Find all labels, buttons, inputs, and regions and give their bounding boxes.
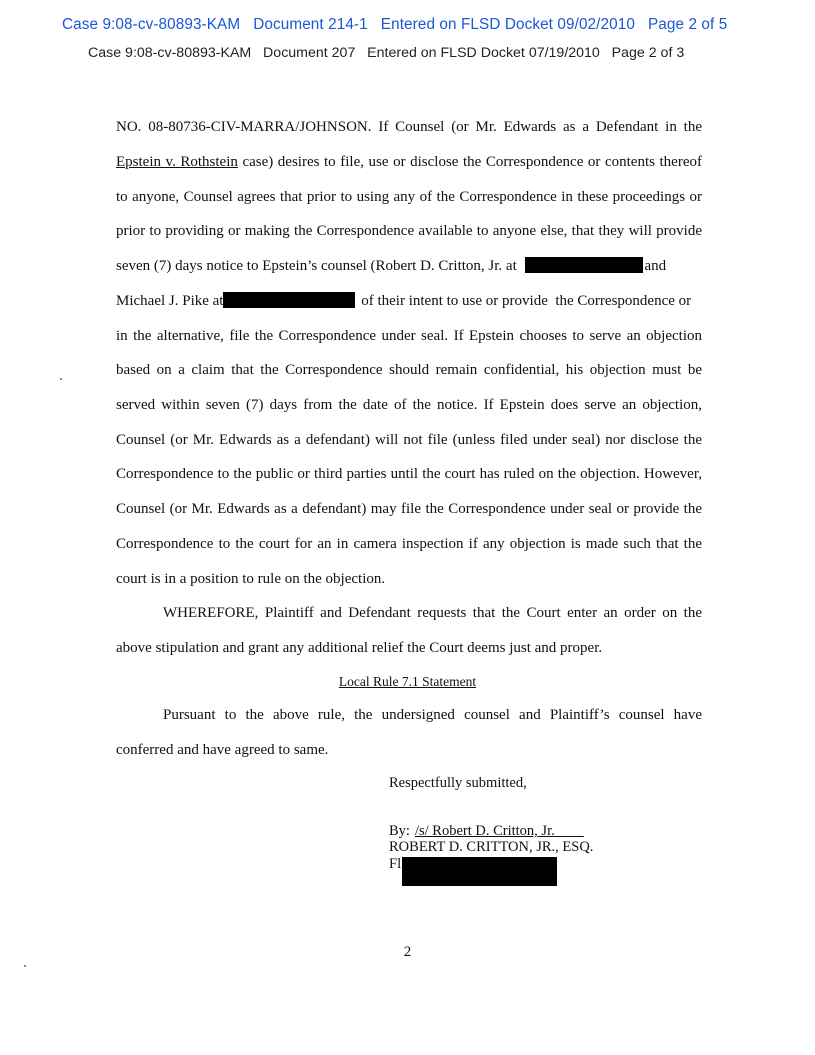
body-line: Correspondence to the court for an in camera inspection if any objection is made such that the xyxy=(116,536,702,552)
body-line: Counsel (or Mr. Edwards as a defendant) will not file (unless filed under seal) nor disclose the xyxy=(116,432,702,448)
body-line-text: case) desires to file, use or disclose the Correspondence or contents thereof xyxy=(237,154,702,170)
redaction-box xyxy=(525,257,643,273)
electronic-signature: /s/ Robert D. Critton, Jr. xyxy=(414,823,555,839)
signature-underline xyxy=(555,823,584,839)
redaction-box xyxy=(402,857,557,886)
bar-number-line xyxy=(389,856,401,872)
body-line: prior to providing or making the Correspondence available to anyone else, that they will provide xyxy=(116,223,702,239)
body-line-text: Michael J. Pike at xyxy=(116,293,224,309)
filing-header-stamp: Case 9:08-cv-80893-KAM Document 214-1 Entered on FLSD Docket 09/02/2010 Page 2 of 5 xyxy=(62,16,728,33)
scan-speck xyxy=(60,378,62,380)
redaction-box xyxy=(223,292,355,308)
signature-line xyxy=(389,823,584,839)
body-line-text: seven (7) days notice to Epstein’s counsel (Robert D. Critton, Jr. at xyxy=(116,258,517,274)
body-line xyxy=(116,153,702,171)
body-line-text: and xyxy=(644,258,667,274)
body-line: served within seven (7) days from the date of the notice. If Epstein does serve an objection, xyxy=(116,397,702,413)
closing-line: Respectfully submitted, xyxy=(389,775,527,791)
body-line: Pursuant to the above rule, the undersigned counsel and Plaintiff’s counsel have xyxy=(163,707,702,723)
original-header-stamp: Case 9:08-cv-80893-KAM Document 207 Entered on FLSD Docket 07/19/2010 Page 2 of 3 xyxy=(88,45,685,61)
scan-speck xyxy=(24,965,26,967)
attorney-name: ROBERT D. CRITTON, JR., ESQ. xyxy=(389,839,594,855)
body-line xyxy=(116,257,702,275)
bar-number-prefix: Fl xyxy=(389,856,402,872)
body-line: based on a claim that the Correspondence should remain confidential, his objection must be xyxy=(116,362,702,378)
body-line: to anyone, Counsel agrees that prior to using any of the Correspondence in these proceedings or xyxy=(116,189,702,205)
body-line xyxy=(116,292,702,310)
case-name: Epstein v. Rothstein xyxy=(116,154,238,170)
body-line: conferred and have agreed to same. xyxy=(116,742,329,758)
body-line: in the alternative, file the Correspondence under seal. If Epstein chooses to serve an objection xyxy=(116,328,702,344)
body-line: above stipulation and grant any additional relief the Court deems just and proper. xyxy=(116,640,603,656)
body-line: Correspondence to the public or third parties until the court has ruled on the objection. However, xyxy=(116,466,702,482)
body-line: NO. 08-80736-CIV-MARRA/JOHNSON. If Counsel (or Mr. Edwards as a Defendant in the xyxy=(116,119,702,135)
body-line: Counsel (or Mr. Edwards as a defendant) may file the Correspondence under seal or provide the xyxy=(116,501,702,517)
body-line-text: of their intent to use or provide the Correspondence or xyxy=(361,293,692,309)
page-number: 2 xyxy=(403,944,412,960)
by-label: By: xyxy=(389,823,410,839)
body-line: WHEREFORE, Plaintiff and Defendant requests that the Court enter an order on the xyxy=(163,605,702,621)
body-line: court is in a position to rule on the objection. xyxy=(116,571,386,587)
section-heading: Local Rule 7.1 Statement xyxy=(338,674,477,689)
